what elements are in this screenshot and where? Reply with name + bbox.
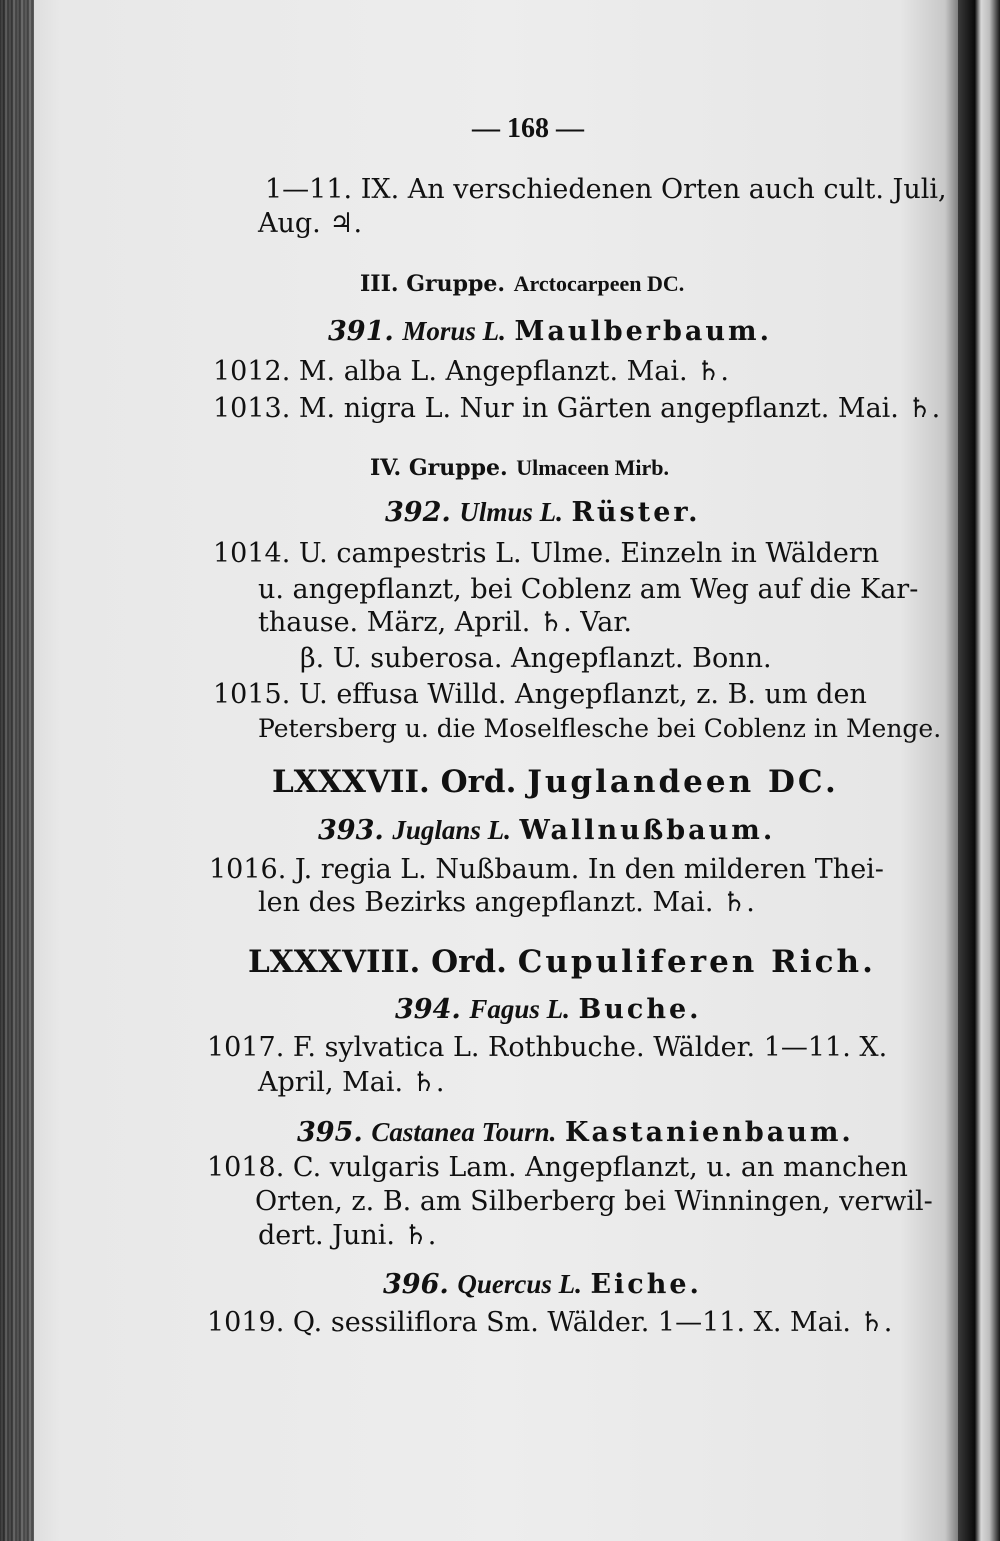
- genus-name: Castanea Tourn.: [371, 1117, 557, 1147]
- group-name: Arctocarpeen DC.: [513, 271, 685, 296]
- text-line: u. angepflanzt, bei Coblenz am Weg auf die Kar-: [258, 574, 919, 605]
- genus-name: Quercus L.: [457, 1269, 582, 1299]
- order-label: LXXXVII. Ord.: [272, 764, 517, 800]
- genus-name: Juglans L.: [392, 815, 511, 845]
- genus-common-name: Maulberbaum.: [514, 316, 773, 347]
- text-line: [265, 173, 947, 207]
- group-name: Ulmaceen Mirb.: [516, 455, 669, 480]
- text-line: Aug. ♃.: [258, 208, 363, 239]
- species-entry: 1017. F. sylvatica L. Rothbuche. Wälder. 1—11. X.: [207, 1032, 888, 1063]
- genus-heading: [297, 1115, 854, 1150]
- order-label: LXXXVIII. Ord.: [248, 944, 507, 980]
- order-heading: [248, 945, 876, 979]
- genus-number: 395.: [297, 1117, 363, 1148]
- species-entry: 1013. M. nigra L. Nur in Gärten angepflanzt. Mai. ♄.: [213, 393, 941, 424]
- page-number: — 168 —: [472, 113, 584, 144]
- book-binding: [958, 0, 1000, 1541]
- species-entry: 1016. J. regia L. Nußbaum. In den milderen Thei-: [209, 854, 884, 885]
- text-line: April, Mai. ♄.: [258, 1067, 445, 1098]
- text-line: dert. Juni. ♄.: [258, 1220, 437, 1251]
- genus-common-name: Kastanienbaum.: [565, 1117, 854, 1148]
- order-name: Juglandeen DC.: [527, 764, 839, 800]
- species-entry: 1019. Q. sessiliflora Sm. Wälder. 1—11. X. Mai. ♄.: [207, 1307, 893, 1338]
- group-label: IV. Gruppe.: [370, 455, 508, 481]
- order-name: Cupuliferen Rich.: [517, 944, 876, 980]
- genus-heading: [385, 495, 701, 530]
- genus-number: 393.: [318, 815, 384, 846]
- species-entry: 1014. U. campestris L. Ulme. Einzeln in Wäldern: [213, 538, 880, 569]
- group-label: III. Gruppe.: [360, 271, 505, 297]
- text-line: Petersberg u. die Moselflesche bei Coblenz in Menge.: [258, 714, 942, 743]
- text-line: thause. März, April. ♄. Var.: [258, 607, 632, 638]
- order-heading: [272, 765, 839, 799]
- genus-heading: [383, 1267, 702, 1302]
- genus-name: Morus L.: [402, 316, 506, 346]
- genus-number: 394.: [395, 994, 461, 1025]
- species-entry: 1012. M. alba L. Angepflanzt. Mai. ♄.: [213, 356, 729, 387]
- group-heading: [370, 450, 669, 485]
- text-line: len des Bezirks angepflanzt. Mai. ♄.: [258, 887, 755, 918]
- species-entry: 1018. C. vulgaris Lam. Angepflanzt, u. an manchen: [207, 1152, 908, 1183]
- line-text: 1—11. IX. An verschiedenen Orten auch cult. Juli,: [265, 174, 947, 205]
- genus-heading: [395, 992, 702, 1027]
- genus-number: 391.: [328, 316, 394, 347]
- text-line: Orten, z. B. am Silberberg bei Winningen, verwil-: [255, 1186, 933, 1217]
- genus-common-name: Buche.: [578, 994, 702, 1025]
- left-page-edge: [0, 0, 34, 1541]
- group-heading: [360, 266, 684, 301]
- genus-number: 392.: [385, 497, 451, 528]
- genus-common-name: Eiche.: [590, 1269, 702, 1300]
- genus-common-name: Wallnußbaum.: [519, 815, 776, 846]
- variety-entry: β. U. suberosa. Angepflanzt. Bonn.: [300, 643, 772, 674]
- species-entry: 1015. U. effusa Willd. Angepflanzt, z. B. um den: [213, 679, 867, 710]
- genus-common-name: Rüster.: [571, 497, 701, 528]
- genus-number: 396.: [383, 1269, 449, 1300]
- genus-name: Ulmus L.: [459, 497, 563, 527]
- genus-heading: [328, 314, 772, 349]
- genus-name: Fagus L.: [469, 994, 570, 1024]
- genus-heading: [318, 813, 775, 848]
